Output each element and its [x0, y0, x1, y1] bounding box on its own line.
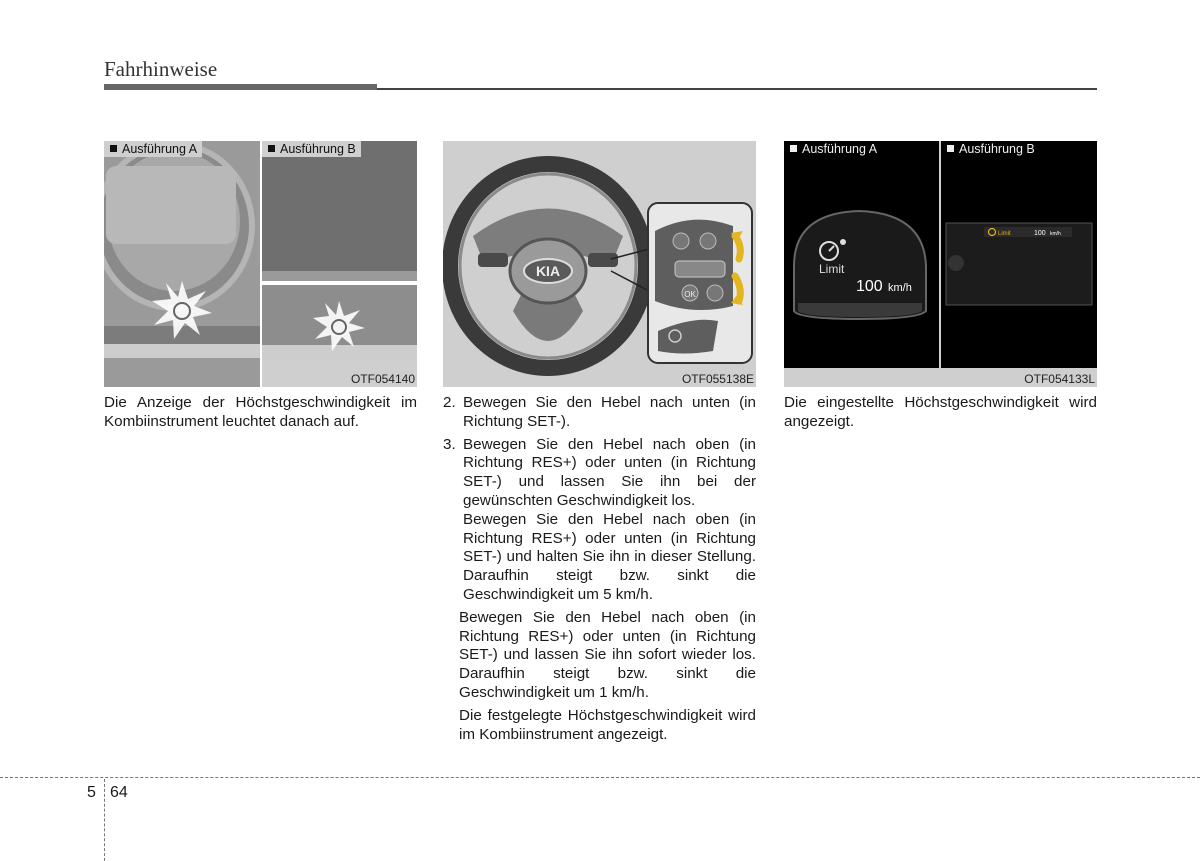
variant-b-label: Ausführung B [941, 141, 1040, 157]
figure-code: OTF055138E [681, 372, 754, 386]
header-rule-thick [104, 84, 377, 90]
figure-cluster-indicator [104, 141, 417, 387]
footer-rule [0, 777, 1200, 778]
page-number: 64 [110, 784, 128, 801]
ok-button-label: OK [684, 290, 696, 299]
figure-steering-wheel [443, 141, 756, 387]
step-3-paragraph-1: Bewegen Sie den Hebel nach oben (in Richtung RES+) oder unten (in Richtung SET-) und halten Sie ihn in dieser Stellung. Daraufhin steigt bzw. sinkt die Geschwindigkeit um 5 km/h. [463, 510, 756, 603]
step-3-paragraph-3: Die festgelegte Höchstgeschwindigkeit wird im Kombiinstrument angezeigt. [459, 706, 756, 743]
steering-wheel-illustration [443, 141, 756, 387]
kia-logo: KIA [535, 263, 561, 279]
step-3: 3. Bewegen Sie den Hebel nach oben (in Richtung RES+) oder unten (in Richtung SET-) und lassen Sie ihn bei der gewünschten Geschwindigkeit los. [443, 435, 756, 509]
svg-text:Limit: Limit [819, 262, 845, 276]
svg-text:100: 100 [1034, 230, 1046, 237]
header-rule-thin [377, 88, 1097, 90]
chapter-number: 5 [87, 784, 96, 801]
step-2: 2. Bewegen Sie den Hebel nach unten (in Richtung SET-). [443, 394, 756, 430]
step-3-paragraph-2: Bewegen Sie den Hebel nach oben (in Richtung RES+) oder unten (in Richtung SET-) und lassen Sie ihn sofort wieder los. Daraufhin steigt bzw. sinkt die Geschwindigkeit um 1 km/h. [459, 608, 756, 701]
svg-text:km/h: km/h [1050, 231, 1061, 237]
left-paragraph: Die Anzeige der Höchstgeschwindigkeit im Kombiinstrument leuchtet danach auf. [104, 394, 417, 430]
figure-code: OTF054140 [347, 372, 415, 386]
limit-display-illustration [784, 141, 1097, 387]
middle-column [443, 394, 756, 744]
figure-limit-display [784, 141, 1097, 387]
footer-vertical-rule [104, 779, 105, 861]
section-title: Fahrhinweise [104, 57, 218, 81]
svg-text:Limit: Limit [998, 231, 1011, 237]
cluster-illustration [104, 141, 417, 387]
variant-a-label: Ausführung A [784, 141, 882, 157]
variant-b-label: Ausführung B [262, 141, 361, 157]
variant-a-label: Ausführung A [104, 141, 202, 157]
figure-code: OTF054133L [1024, 372, 1095, 386]
svg-text:km/h: km/h [888, 282, 912, 294]
right-paragraph: Die eingestellte Höchstgeschwindigkeit wird angezeigt. [784, 394, 1097, 430]
svg-text:100: 100 [856, 278, 883, 295]
